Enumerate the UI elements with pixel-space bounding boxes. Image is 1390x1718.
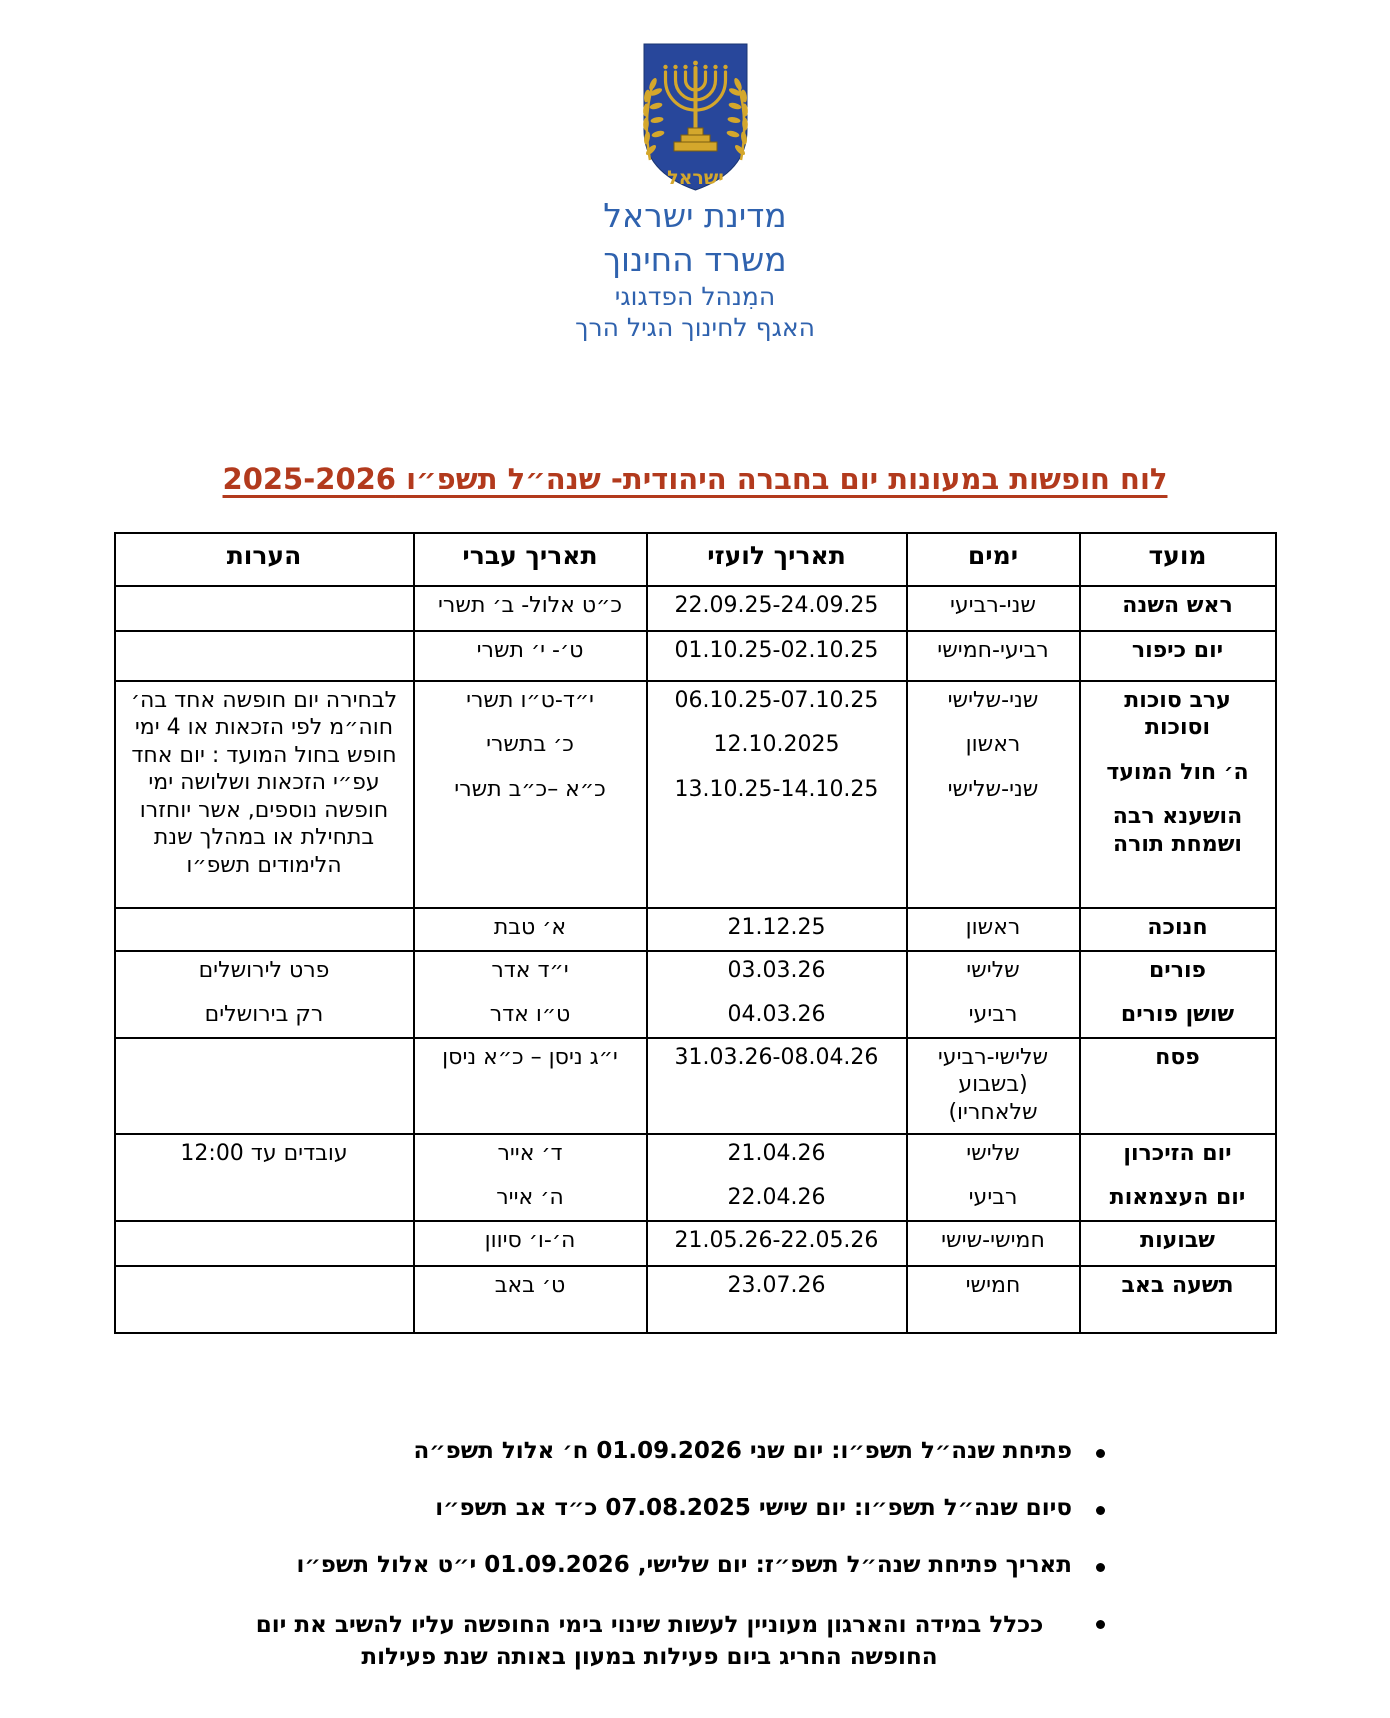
table-row-yom-hazikaron-haatzmaut bbox=[115, 1134, 1276, 1221]
cell-moed: ראש השנה bbox=[1080, 586, 1276, 631]
bullet-text: ככלל במידה והארגון מעוניין לעשות שינוי בימי החופשה עליו להשיב את יום החופשה החריג ביום פעילות במעון באותה שנת פעילות bbox=[255, 1611, 1044, 1670]
cell-days: שלישי רביעי bbox=[907, 1134, 1080, 1221]
cell-gregorian-date: 21.04.26 22.04.26 bbox=[647, 1134, 907, 1221]
org-line-admin: המִנהל הפדגוגי bbox=[614, 282, 776, 312]
column-header-gregorian-date: תאריך לועזי bbox=[647, 533, 907, 586]
bullet-text: סיום שנה״ל תשפ״ו: יום שישי 07.08.2025 כ״ד אב תשפ״ו bbox=[435, 1494, 1072, 1521]
org-line-state: מדינת ישראל bbox=[603, 196, 787, 235]
column-header-hebrew-date: תאריך עברי bbox=[414, 533, 647, 586]
column-header-moed: מועד bbox=[1080, 533, 1276, 586]
table-row-tisha-bav bbox=[115, 1266, 1276, 1333]
table-row-rosh-hashana bbox=[115, 586, 1276, 631]
cell-hebrew-date: י״ד-ט״ו תשרי כ׳ בתשרי כ״א –כ״ב תשרי bbox=[414, 681, 647, 908]
cell-moed: חנוכה bbox=[1080, 908, 1276, 951]
cell-hebrew-date: ה׳-ו׳ סיוון bbox=[414, 1221, 647, 1266]
cell-notes: לבחירה יום חופשה אחד בה׳ חוה״מ לפי הזכאות או 4 ימי חופש בחול המועד : יום אחד עפ״י הזכאות ושלושה ימי חופשה נוספים, אשר יוחזרו בתחילת או במהלך שנת הלימודים תשפ״ו bbox=[115, 681, 414, 908]
cell-notes bbox=[115, 908, 414, 951]
table-row-shavuot bbox=[115, 1221, 1276, 1266]
cell-days: חמישי bbox=[907, 1266, 1080, 1333]
emblem-caption: ישראל bbox=[666, 167, 724, 189]
table-row-pesach bbox=[115, 1038, 1276, 1134]
bullet-item-school-year-end bbox=[205, 1495, 1105, 1521]
cell-gregorian-date: 03.03.26 04.03.26 bbox=[647, 951, 907, 1038]
cell-moed: יום הזיכרון יום העצמאות bbox=[1080, 1134, 1276, 1221]
org-line-division: האגף לחינוך הגיל הרך bbox=[575, 313, 815, 343]
cell-days: ראשון bbox=[907, 908, 1080, 951]
cell-gregorian-date: 21.12.25 bbox=[647, 908, 907, 951]
cell-moed: יום כיפור bbox=[1080, 631, 1276, 681]
bullet-list bbox=[205, 1438, 1105, 1673]
cell-hebrew-date: י״ג ניסן – כ״א ניסן bbox=[414, 1038, 647, 1134]
bullet-item-next-year-start bbox=[205, 1552, 1105, 1578]
cell-gregorian-date: 23.07.26 bbox=[647, 1266, 907, 1333]
page-title-text: לוח חופשות במעונות יום בחברה היהודית- שנה״ל תשפ״ו 2025-2026 bbox=[222, 461, 1168, 496]
table-row-chanukah bbox=[115, 908, 1276, 951]
cell-gregorian-date: 31.03.26-08.04.26 bbox=[647, 1038, 907, 1134]
cell-hebrew-date: כ״ט אלול- ב׳ תשרי bbox=[414, 586, 647, 631]
letterhead bbox=[0, 0, 1390, 344]
table-row-purim bbox=[115, 951, 1276, 1038]
bullet-dot bbox=[1096, 1563, 1105, 1572]
bullet-item-change-policy bbox=[205, 1609, 1105, 1673]
cell-hebrew-date: ט׳ באב bbox=[414, 1266, 647, 1333]
bullet-dot bbox=[1096, 1506, 1105, 1515]
table-row-sukkot bbox=[115, 681, 1276, 908]
cell-gregorian-date: 01.10.25-02.10.25 bbox=[647, 631, 907, 681]
cell-gregorian-date: 22.09.25-24.09.25 bbox=[647, 586, 907, 631]
cell-days: שלישי-רביעי (בשבוע שלאחריו) bbox=[907, 1038, 1080, 1134]
cell-moed: פורים שושן פורים bbox=[1080, 951, 1276, 1038]
cell-hebrew-date: י״ד אדר ט״ו אדר bbox=[414, 951, 647, 1038]
cell-notes bbox=[115, 631, 414, 681]
holidays-table bbox=[114, 532, 1277, 1334]
bullet-dot bbox=[1096, 1449, 1105, 1458]
column-header-days: ימים bbox=[907, 533, 1080, 586]
cell-notes bbox=[115, 1038, 414, 1134]
bullet-item-school-year-start bbox=[205, 1438, 1105, 1464]
cell-days: שלישי רביעי bbox=[907, 951, 1080, 1038]
cell-hebrew-date: ד׳ אייר ה׳ אייר bbox=[414, 1134, 647, 1221]
cell-hebrew-date: ט׳- י׳ תשרי bbox=[414, 631, 647, 681]
page-title bbox=[0, 462, 1390, 496]
cell-days: רביעי-חמישי bbox=[907, 631, 1080, 681]
bullet-dot bbox=[1096, 1620, 1105, 1629]
org-line-ministry: משרד החינוך bbox=[603, 239, 787, 279]
cell-days: חמישי-שישי bbox=[907, 1221, 1080, 1266]
table-header-row bbox=[115, 533, 1276, 586]
cell-notes: פרט לירושלים רק בירושלים bbox=[115, 951, 414, 1038]
cell-days: שני-שלישי ראשון שני-שלישי bbox=[907, 681, 1080, 908]
cell-moed: פסח bbox=[1080, 1038, 1276, 1134]
cell-moed: ערב סוכות וסוכות ה׳ חול המועד הושענא רבה ושמחת תורה bbox=[1080, 681, 1276, 908]
cell-gregorian-date: 21.05.26-22.05.26 bbox=[647, 1221, 907, 1266]
column-header-notes: הערות bbox=[115, 533, 414, 586]
cell-moed: תשעה באב bbox=[1080, 1266, 1276, 1333]
cell-gregorian-date: 06.10.25-07.10.25 12.10.2025 13.10.25-14.10.25 bbox=[647, 681, 907, 908]
cell-moed: שבועות bbox=[1080, 1221, 1276, 1266]
bullet-text: פתיחת שנה״ל תשפ״ו: יום שני 01.09.2026 ח׳ אלול תשפ״ה bbox=[413, 1437, 1072, 1464]
table-row-yom-kippur bbox=[115, 631, 1276, 681]
cell-notes bbox=[115, 1221, 414, 1266]
israel-state-emblem-icon bbox=[634, 40, 757, 194]
bullet-text: תאריך פתיחת שנה״ל תשפ״ז: יום שלישי, 01.09.2026 י״ט אלול תשפ״ו bbox=[296, 1551, 1072, 1578]
cell-notes bbox=[115, 1266, 414, 1333]
cell-hebrew-date: א׳ טבת bbox=[414, 908, 647, 951]
cell-notes: עובדים עד 12:00 bbox=[115, 1134, 414, 1221]
cell-days: שני-רביעי bbox=[907, 586, 1080, 631]
cell-notes bbox=[115, 586, 414, 631]
